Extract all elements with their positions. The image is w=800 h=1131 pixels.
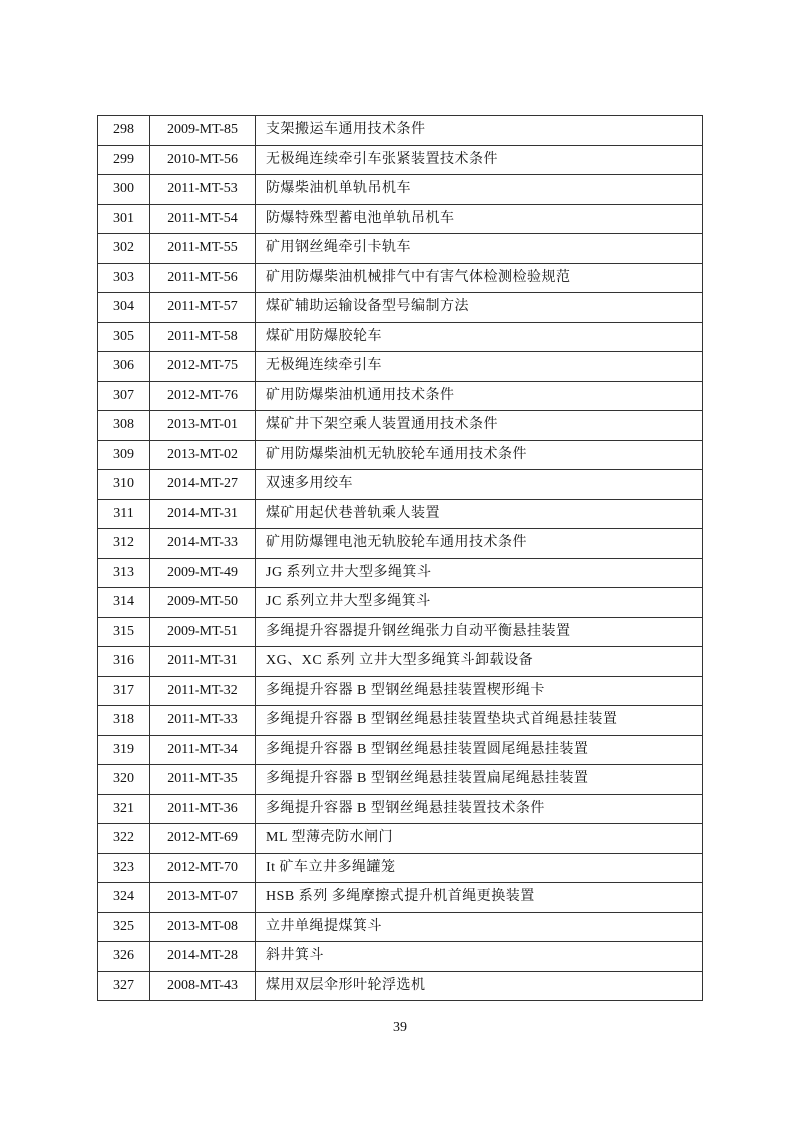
row-number-cell: 317 <box>98 676 150 706</box>
plan-code-cell: 2013-MT-02 <box>150 440 256 470</box>
row-number-cell: 320 <box>98 765 150 795</box>
plan-code-cell: 2012-MT-76 <box>150 381 256 411</box>
row-number-cell: 311 <box>98 499 150 529</box>
row-number-cell: 305 <box>98 322 150 352</box>
plan-code-cell: 2009-MT-49 <box>150 558 256 588</box>
row-number-cell: 310 <box>98 470 150 500</box>
standards-table-body <box>98 116 703 1001</box>
plan-code-cell: 2014-MT-27 <box>150 470 256 500</box>
plan-code-cell: 2008-MT-43 <box>150 971 256 1001</box>
standard-title-cell: 斜井箕斗 <box>256 942 703 972</box>
standard-title-cell: 多绳提升容器 B 型钢丝绳悬挂装置垫块式首绳悬挂装置 <box>256 706 703 736</box>
table-row <box>98 942 703 972</box>
row-number-cell: 325 <box>98 912 150 942</box>
plan-code-cell: 2011-MT-57 <box>150 293 256 323</box>
standard-title-cell: 矿用防爆柴油机无轨胶轮车通用技术条件 <box>256 440 703 470</box>
standard-title-cell: 煤矿用防爆胶轮车 <box>256 322 703 352</box>
plan-code-cell: 2009-MT-50 <box>150 588 256 618</box>
table-row <box>98 293 703 323</box>
standards-table <box>97 115 703 1001</box>
plan-code-cell: 2013-MT-01 <box>150 411 256 441</box>
table-row <box>98 411 703 441</box>
plan-code-cell: 2011-MT-31 <box>150 647 256 677</box>
table-row <box>98 175 703 205</box>
row-number-cell: 319 <box>98 735 150 765</box>
standard-title-cell: XG、XC 系列 立井大型多绳箕斗卸载设备 <box>256 647 703 677</box>
plan-code-cell: 2011-MT-36 <box>150 794 256 824</box>
standard-title-cell: 矿用钢丝绳牵引卡轨车 <box>256 234 703 264</box>
row-number-cell: 309 <box>98 440 150 470</box>
standard-title-cell: 多绳提升容器提升钢丝绳张力自动平衡悬挂装置 <box>256 617 703 647</box>
page-number: 39 <box>393 1020 407 1035</box>
row-number-cell: 322 <box>98 824 150 854</box>
standard-title-cell: 无极绳连续牵引车 <box>256 352 703 382</box>
plan-code-cell: 2011-MT-56 <box>150 263 256 293</box>
table-row <box>98 116 703 146</box>
standard-title-cell: 无极绳连续牵引车张紧装置技术条件 <box>256 145 703 175</box>
standard-title-cell: 防爆特殊型蓄电池单轨吊机车 <box>256 204 703 234</box>
standard-title-cell: JG 系列立井大型多绳箕斗 <box>256 558 703 588</box>
plan-code-cell: 2012-MT-75 <box>150 352 256 382</box>
row-number-cell: 313 <box>98 558 150 588</box>
plan-code-cell: 2011-MT-55 <box>150 234 256 264</box>
row-number-cell: 299 <box>98 145 150 175</box>
table-row <box>98 706 703 736</box>
table-row <box>98 352 703 382</box>
table-row <box>98 971 703 1001</box>
row-number-cell: 302 <box>98 234 150 264</box>
standard-title-cell: 双速多用绞车 <box>256 470 703 500</box>
plan-code-cell: 2013-MT-08 <box>150 912 256 942</box>
standard-title-cell: JC 系列立井大型多绳箕斗 <box>256 588 703 618</box>
table-row <box>98 912 703 942</box>
table-row <box>98 145 703 175</box>
plan-code-cell: 2010-MT-56 <box>150 145 256 175</box>
plan-code-cell: 2011-MT-53 <box>150 175 256 205</box>
plan-code-cell: 2014-MT-28 <box>150 942 256 972</box>
plan-code-cell: 2011-MT-58 <box>150 322 256 352</box>
table-row <box>98 824 703 854</box>
standard-title-cell: 矿用防爆柴油机械排气中有害气体检测检验规范 <box>256 263 703 293</box>
row-number-cell: 306 <box>98 352 150 382</box>
standard-title-cell: 多绳提升容器 B 型钢丝绳悬挂装置技术条件 <box>256 794 703 824</box>
standard-title-cell: 煤矿用起伏巷普轨乘人装置 <box>256 499 703 529</box>
standard-title-cell: ML 型薄壳防水闸门 <box>256 824 703 854</box>
row-number-cell: 326 <box>98 942 150 972</box>
plan-code-cell: 2013-MT-07 <box>150 883 256 913</box>
row-number-cell: 300 <box>98 175 150 205</box>
plan-code-cell: 2012-MT-69 <box>150 824 256 854</box>
row-number-cell: 298 <box>98 116 150 146</box>
standard-title-cell: 矿用防爆柴油机通用技术条件 <box>256 381 703 411</box>
standard-title-cell: 多绳提升容器 B 型钢丝绳悬挂装置扁尾绳悬挂装置 <box>256 765 703 795</box>
row-number-cell: 307 <box>98 381 150 411</box>
row-number-cell: 321 <box>98 794 150 824</box>
table-row <box>98 676 703 706</box>
row-number-cell: 303 <box>98 263 150 293</box>
table-row <box>98 470 703 500</box>
table-row <box>98 617 703 647</box>
row-number-cell: 316 <box>98 647 150 677</box>
table-row <box>98 204 703 234</box>
standard-title-cell: It 矿车立井多绳罐笼 <box>256 853 703 883</box>
plan-code-cell: 2014-MT-33 <box>150 529 256 559</box>
table-row <box>98 499 703 529</box>
row-number-cell: 324 <box>98 883 150 913</box>
row-number-cell: 308 <box>98 411 150 441</box>
plan-code-cell: 2011-MT-54 <box>150 204 256 234</box>
row-number-cell: 327 <box>98 971 150 1001</box>
table-row <box>98 558 703 588</box>
table-row <box>98 765 703 795</box>
plan-code-cell: 2009-MT-51 <box>150 617 256 647</box>
table-row <box>98 263 703 293</box>
table-row <box>98 853 703 883</box>
standard-title-cell: 多绳提升容器 B 型钢丝绳悬挂装置楔形绳卡 <box>256 676 703 706</box>
table-row <box>98 381 703 411</box>
table-row <box>98 794 703 824</box>
plan-code-cell: 2011-MT-32 <box>150 676 256 706</box>
table-row <box>98 647 703 677</box>
row-number-cell: 301 <box>98 204 150 234</box>
row-number-cell: 315 <box>98 617 150 647</box>
standard-title-cell: 煤矿井下架空乘人装置通用技术条件 <box>256 411 703 441</box>
standard-title-cell: 支架搬运车通用技术条件 <box>256 116 703 146</box>
table-row <box>98 735 703 765</box>
standard-title-cell: HSB 系列 多绳摩擦式提升机首绳更换装置 <box>256 883 703 913</box>
plan-code-cell: 2011-MT-34 <box>150 735 256 765</box>
plan-code-cell: 2011-MT-35 <box>150 765 256 795</box>
standard-title-cell: 煤用双层伞形叶轮浮选机 <box>256 971 703 1001</box>
table-row <box>98 529 703 559</box>
table-row <box>98 440 703 470</box>
standard-title-cell: 煤矿辅助运输设备型号编制方法 <box>256 293 703 323</box>
standard-title-cell: 矿用防爆锂电池无轨胶轮车通用技术条件 <box>256 529 703 559</box>
plan-code-cell: 2009-MT-85 <box>150 116 256 146</box>
row-number-cell: 314 <box>98 588 150 618</box>
standard-title-cell: 多绳提升容器 B 型钢丝绳悬挂装置圆尾绳悬挂装置 <box>256 735 703 765</box>
table-row <box>98 234 703 264</box>
table-row <box>98 322 703 352</box>
plan-code-cell: 2011-MT-33 <box>150 706 256 736</box>
standard-title-cell: 防爆柴油机单轨吊机车 <box>256 175 703 205</box>
row-number-cell: 304 <box>98 293 150 323</box>
row-number-cell: 318 <box>98 706 150 736</box>
standard-title-cell: 立井单绳提煤箕斗 <box>256 912 703 942</box>
table-row <box>98 588 703 618</box>
table-row <box>98 883 703 913</box>
plan-code-cell: 2012-MT-70 <box>150 853 256 883</box>
plan-code-cell: 2014-MT-31 <box>150 499 256 529</box>
row-number-cell: 312 <box>98 529 150 559</box>
row-number-cell: 323 <box>98 853 150 883</box>
